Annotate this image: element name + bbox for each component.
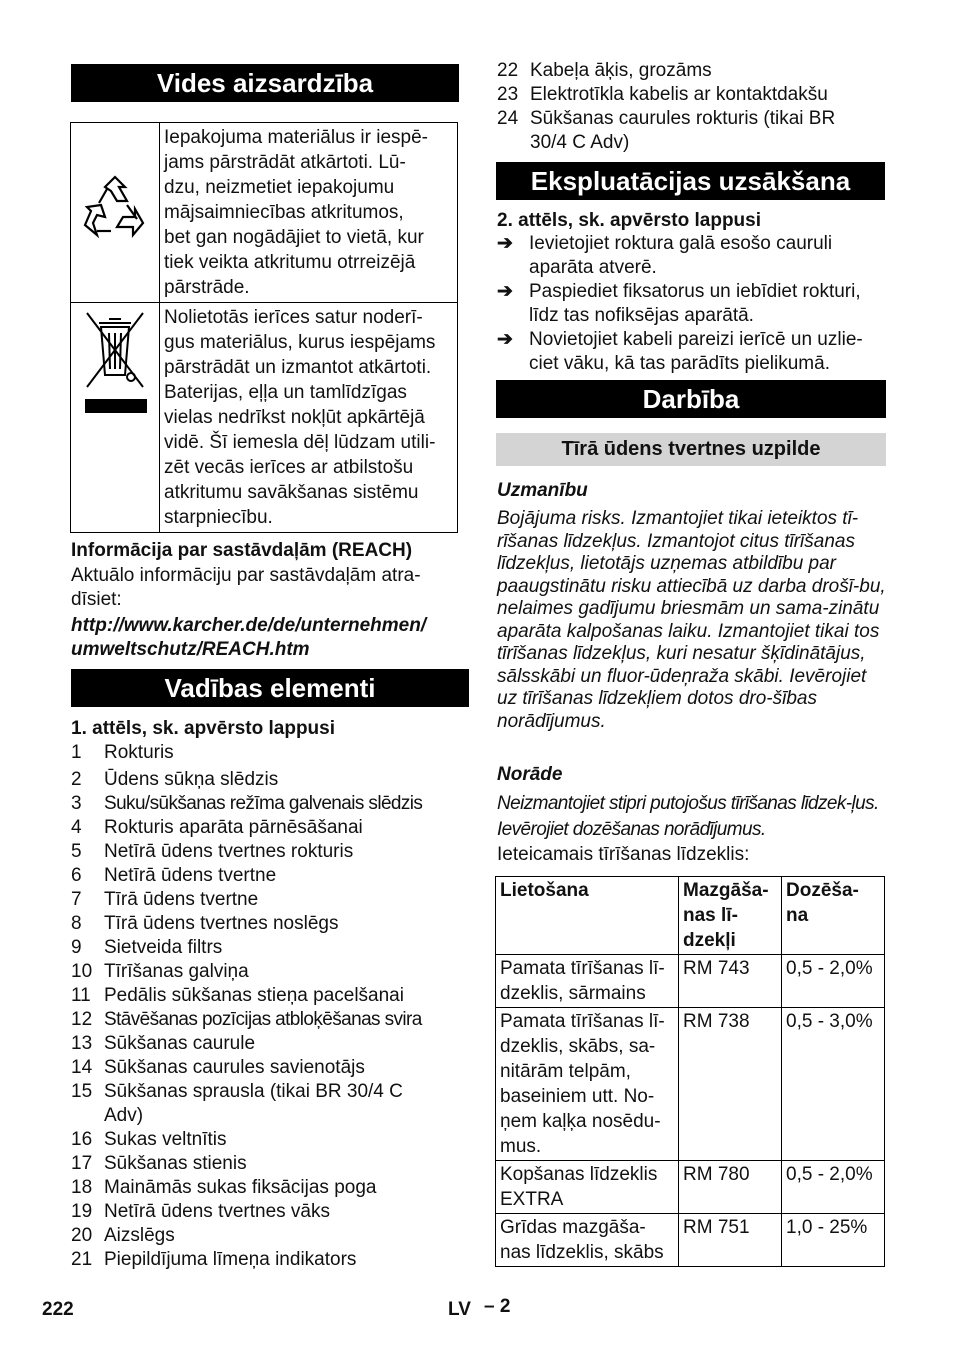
crossed-bin-icon xyxy=(79,309,151,417)
caution-title: Uzmanību xyxy=(497,480,588,501)
start-heading: Ekspluatācijas uzsākšana xyxy=(496,162,885,200)
list-item: 22 Kabeļa āķis, grozāms xyxy=(497,60,712,81)
crossed-bin-icon-cell xyxy=(71,303,160,533)
list-item: 9 Sietveida filtrs xyxy=(71,937,223,958)
list-item: 6 Netīrā ūdens tvertne xyxy=(71,865,277,886)
env-row-weee xyxy=(71,303,458,533)
note-title: Norāde xyxy=(497,764,563,785)
list-item: 10 Tīrīšanas galviņa xyxy=(71,961,249,982)
controls-figure-ref: 1. attēls, sk. apvērsto lappusi xyxy=(71,718,335,739)
list-item: 17 Sūkšanas stienis xyxy=(71,1153,247,1174)
list-item: 20 Aizslēgs xyxy=(71,1225,175,1246)
list-item: 23 Elektrotīkla kabelis ar kontaktdakšu xyxy=(497,84,828,105)
list-item: 14 Sūkšanas caurules savienotājs xyxy=(71,1057,365,1078)
table-header-row: Lietošana Mazgāša-nas lī-dzekļi Dozēša-na xyxy=(496,877,885,955)
arrow-icon: ➔ xyxy=(497,281,513,302)
env-recycle-text: Iepakojuma materiālus ir iespē- jams pārstrādāt atkārtoti. Lū- dzu, neizmetiet iepakojumu mājsaimniecības atkritumos, bet gan nogādājiet to vietā, kur tiek veikta atkritumu otrreizējā pārstrāde. xyxy=(160,123,458,303)
list-item: 2 Ūdens sūkņa slēdzis xyxy=(71,769,279,790)
controls-list-continued xyxy=(497,59,887,155)
language-code: LV xyxy=(448,1299,471,1320)
detergent-table xyxy=(495,876,885,1267)
list-item: 3 Suku/sūkšanas režīma galvenais slēdzis xyxy=(71,793,423,814)
start-figure-ref: 2. attēls, sk. apvērsto lappusi xyxy=(497,210,761,231)
list-item: ➔ Ievietojiet roktura galā esošo cauruli aparāta atverē. xyxy=(497,233,833,278)
list-item: 4 Rokturis aparāta pārnēsāšanai xyxy=(71,817,363,838)
list-item: ➔ Novietojiet kabeli pareizi ierīcē un uzlie-ciet vāku, kā tas parādīts pielikumā. xyxy=(497,329,863,374)
controls-heading: Vadības elementi xyxy=(71,669,469,707)
env-heading: Vides aizsardzība xyxy=(71,64,459,102)
list-item: 24 Sūkšanas caurules rokturis (tikai BR 30/4 C Adv) xyxy=(497,108,836,153)
arrow-icon: ➔ xyxy=(497,233,513,254)
caution-text: Bojājuma risks. Izmantojiet tikai ieteiktos tī-rīšanas līdzekļus. Izmantojot citus tīrīšanas līdzekļus, lietotājs uzņemas atbildību par paaugstinātu risku attiecībā uz darba drošī-bu, nelaimes gadījumu briesmām un sama-zinātu aparāta kalpošanas laiku. Izmantojiet tikai tos tīrīšanas līdzekļus, kuri nesatur šķīdinātājus, sālsskābi un fluor-ūdeņraža skābi. Ievērojiet uz tīrīšanas līdzekļiem dotos dro-šības norādījumus. xyxy=(497,508,886,732)
env-table xyxy=(70,122,458,533)
table-row: Pamata tīrīšanas lī-dzeklis, skābs, sa-nitārām telpām, baseiniem utt. No-ņem kaļķa nosēdu-mus. RM 738 0,5 - 3,0% xyxy=(496,1008,885,1161)
reach-link[interactable]: http://www.karcher.de/de/unternehmen/ umweltschutz/REACH.htm xyxy=(71,615,427,660)
list-item: 5 Netīrā ūdens tvertnes rokturis xyxy=(71,841,354,862)
list-item: 15 Sūkšanas sprausla (tikai BR 30/4 C Adv) xyxy=(71,1081,403,1126)
page-subnumber: – 2 xyxy=(484,1296,511,1317)
table-row: Pamata tīrīšanas lī-dzeklis, sārmains RM 743 0,5 - 2,0% xyxy=(496,955,885,1008)
env-weee-text: Nolietotās ierīces satur noderī- gus materiālus, kurus iespējams pārstrādāt un izmantot atkārtoti. Baterijas, eļļa un tamlīdzīgas vielas nedrīkst nokļūt apkārtējā vidē. Šī iemesla dēļ lūdzam utili- zēt vecās ierīces ar atbilstošu atkritumu savākšanas sistēmu starpniecību. xyxy=(160,303,458,533)
recycle-icon-cell xyxy=(71,123,160,303)
list-item: 8 Tīrā ūdens tvertnes noslēgs xyxy=(71,913,339,934)
start-steps xyxy=(497,232,889,376)
list-item: 16 Sukas veltnītis xyxy=(71,1129,227,1150)
note-text: Neizmantojiet stipri putojošus tīrīšanas līdzek-ļus. Ievērojiet dozēšanas norādījumus. xyxy=(497,793,879,840)
operation-heading: Darbība xyxy=(496,380,886,418)
list-item: 13 Sūkšanas caurule xyxy=(71,1033,256,1054)
env-row-recycle xyxy=(71,123,458,303)
fill-heading: Tīrā ūdens tvertnes uzpilde xyxy=(496,433,886,466)
arrow-icon: ➔ xyxy=(497,329,513,350)
list-item: 18 Maināmās sukas fiksācijas poga xyxy=(71,1177,377,1198)
recommended-label: Ieteicamais tīrīšanas līdzeklis: xyxy=(497,844,750,865)
list-item: 21 Piepildījuma līmeņa indikators xyxy=(71,1249,357,1270)
reach-text: Aktuālo informāciju par sastāvdaļām atra- dīsiet: xyxy=(71,565,421,610)
list-item: 7 Tīrā ūdens tvertne xyxy=(71,889,259,910)
recycle-icon xyxy=(79,173,151,245)
table-row: Kopšanas līdzeklis EXTRA RM 780 0,5 - 2,0% xyxy=(496,1161,885,1214)
list-item: ➔ Paspiediet fiksatorus un iebīdiet rokturi, līdz tas nofiksējas aparātā. xyxy=(497,281,861,326)
page-number: 222 xyxy=(42,1299,74,1320)
list-item: 19 Netīrā ūdens tvertnes vāks xyxy=(71,1201,330,1222)
list-item: 12 Stāvēšanas pozīcijas atbloķēšanas svira xyxy=(71,1009,422,1030)
list-item: 11 Pedālis sūkšanas stieņa pacelšanai xyxy=(71,985,404,1006)
reach-title: Informācija par sastāvdaļām (REACH) xyxy=(71,540,413,561)
controls-list xyxy=(71,741,466,1272)
list-item: 1 Rokturis xyxy=(71,742,174,763)
table-row: Grīdas mazgāša-nas līdzeklis, skābs RM 751 1,0 - 25% xyxy=(496,1214,885,1267)
